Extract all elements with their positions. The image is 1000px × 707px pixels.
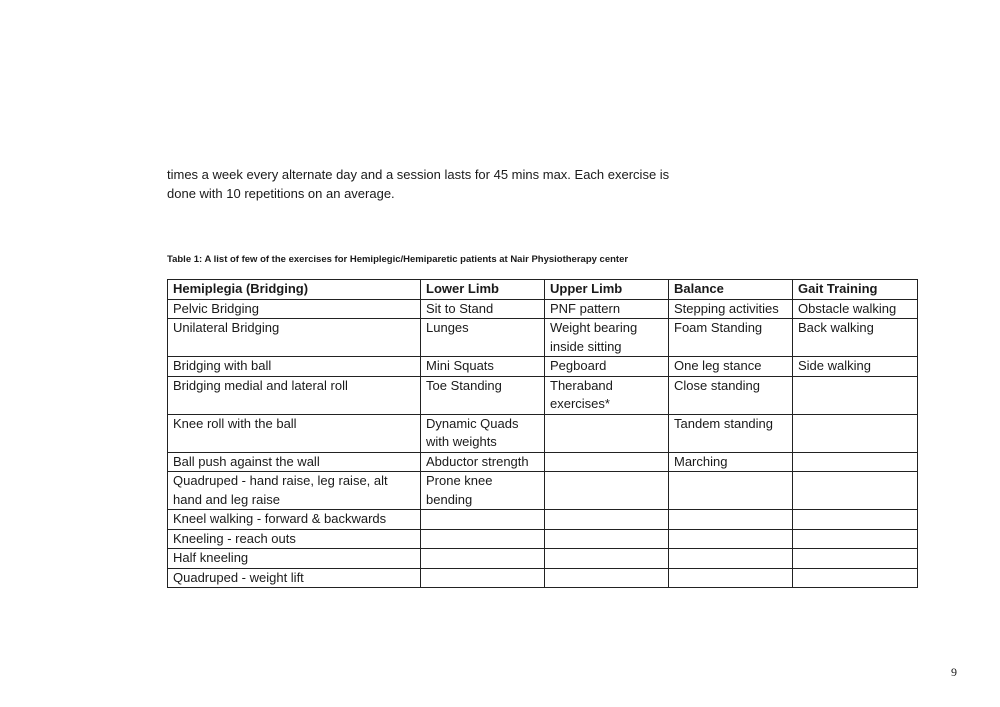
table-row <box>168 452 918 472</box>
table-cell: Bridging medial and lateral roll <box>168 376 421 414</box>
table-cell: Pelvic Bridging <box>168 299 421 319</box>
table-row <box>168 357 918 377</box>
table-cell: Kneeling - reach outs <box>168 529 421 549</box>
table-row <box>168 414 918 452</box>
body-paragraph: times a week every alternate day and a session lasts for 45 mins max. Each exercise is done with 10 repetitions on an average. <box>167 167 670 201</box>
table-cell: Dynamic Quads with weights <box>421 414 545 452</box>
table-cell: Quadruped - weight lift <box>168 568 421 588</box>
page-number: 9 <box>951 665 957 679</box>
table-cell: Theraband exercises* <box>545 376 669 414</box>
table-cell <box>669 529 793 549</box>
table-cell <box>421 510 545 530</box>
table-cell: One leg stance <box>669 357 793 377</box>
table-row <box>168 472 918 510</box>
table-cell: Mini Squats <box>421 357 545 377</box>
table-row <box>168 376 918 414</box>
table-header-row <box>168 280 918 300</box>
table-row <box>168 299 918 319</box>
table-cell <box>669 472 793 510</box>
table-cell: Pegboard <box>545 357 669 377</box>
header-upper-limb: Upper Limb <box>545 280 669 300</box>
table-cell <box>793 472 918 510</box>
table-row <box>168 568 918 588</box>
table-cell: Lunges <box>421 319 545 357</box>
table-cell: Marching <box>669 452 793 472</box>
table-cell: Sit to Stand <box>421 299 545 319</box>
table-cell: Ball push against the wall <box>168 452 421 472</box>
table-cell <box>793 414 918 452</box>
table-cell: Weight bearing inside sitting <box>545 319 669 357</box>
table-cell: Foam Standing <box>669 319 793 357</box>
table-cell <box>545 472 669 510</box>
table-cell <box>793 529 918 549</box>
header-hemiplegia: Hemiplegia (Bridging) <box>168 280 421 300</box>
table-cell <box>421 549 545 569</box>
table-cell <box>669 568 793 588</box>
table-cell <box>793 549 918 569</box>
table-row <box>168 529 918 549</box>
table-cell <box>421 529 545 549</box>
header-lower-limb: Lower Limb <box>421 280 545 300</box>
table-cell <box>545 529 669 549</box>
table-cell: Bridging with ball <box>168 357 421 377</box>
table-cell: Back walking <box>793 319 918 357</box>
table-row <box>168 549 918 569</box>
table-caption: Table 1: A list of few of the exercises for Hemiplegic/Hemiparetic patients at Nair Physiotherapy center <box>167 254 629 265</box>
table-cell: PNF pattern <box>545 299 669 319</box>
table-cell <box>669 549 793 569</box>
table-cell: Knee roll with the ball <box>168 414 421 452</box>
table-row <box>168 319 918 357</box>
header-balance: Balance <box>669 280 793 300</box>
header-gait-training: Gait Training <box>793 280 918 300</box>
table-cell <box>545 510 669 530</box>
table-cell <box>545 549 669 569</box>
table-cell: Quadruped - hand raise, leg raise, alt hand and leg raise <box>168 472 421 510</box>
table-cell: Kneel walking - forward & backwards <box>168 510 421 530</box>
table-cell <box>793 376 918 414</box>
table-cell <box>421 568 545 588</box>
table-cell: Side walking <box>793 357 918 377</box>
table-row <box>168 510 918 530</box>
table-cell: Tandem standing <box>669 414 793 452</box>
table-cell <box>793 568 918 588</box>
exercise-table <box>167 279 918 588</box>
table-cell: Obstacle walking <box>793 299 918 319</box>
table-cell <box>669 510 793 530</box>
table-cell: Toe Standing <box>421 376 545 414</box>
table-cell <box>793 452 918 472</box>
table-cell <box>545 452 669 472</box>
table-cell: Stepping activities <box>669 299 793 319</box>
table-cell: Unilateral Bridging <box>168 319 421 357</box>
table-cell: Prone knee bending <box>421 472 545 510</box>
table-cell: Abductor strength <box>421 452 545 472</box>
table-cell <box>545 414 669 452</box>
table-cell: Half kneeling <box>168 549 421 569</box>
table-cell: Close standing <box>669 376 793 414</box>
table-cell <box>793 510 918 530</box>
table-cell <box>545 568 669 588</box>
